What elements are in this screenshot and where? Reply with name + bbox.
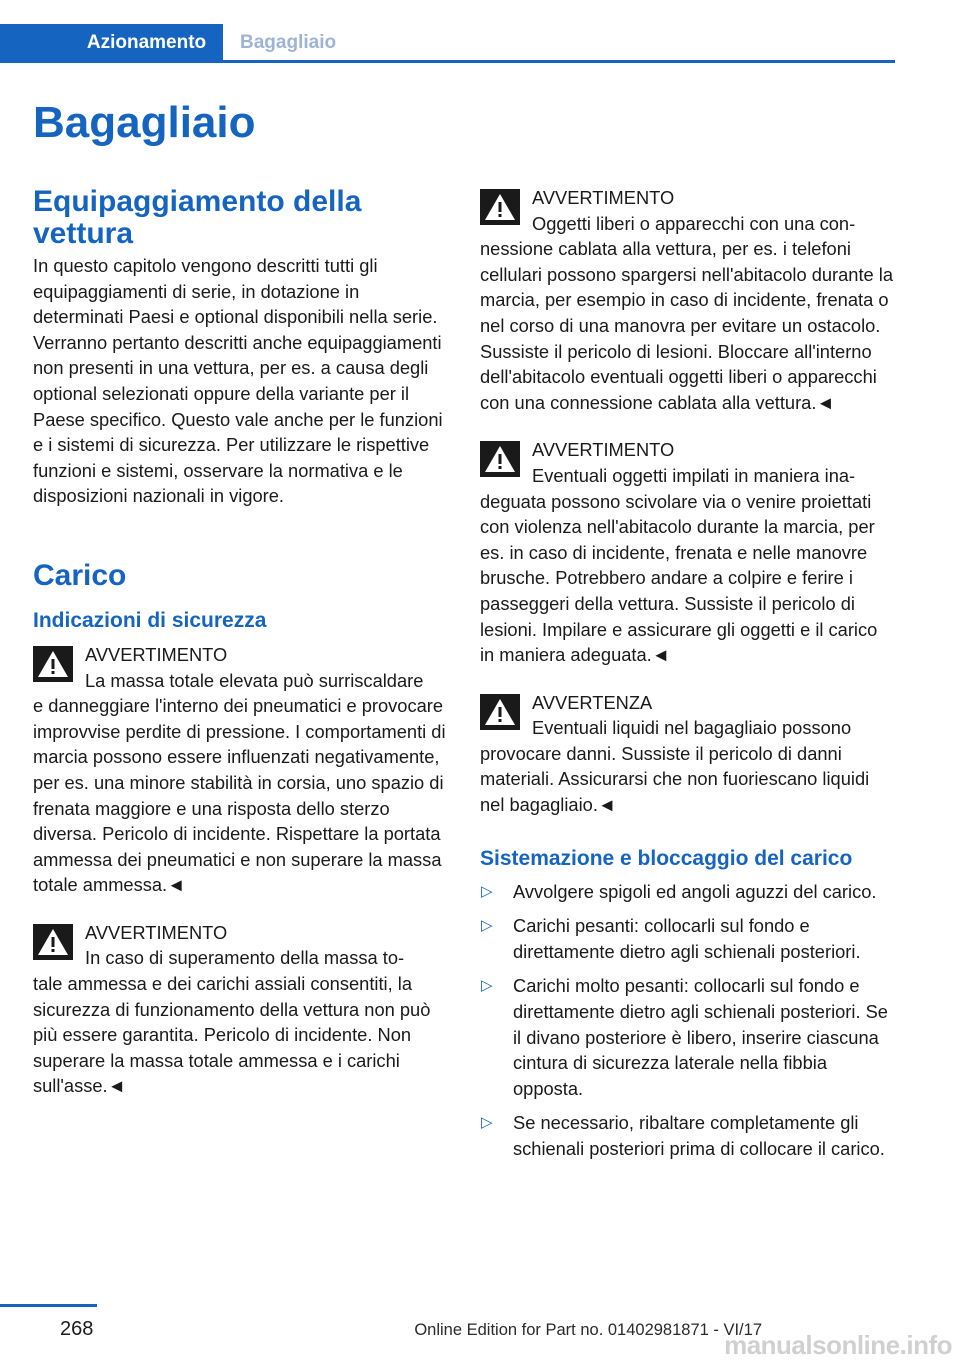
triangle-bullet-icon: ▷ xyxy=(481,1114,493,1132)
page-title: Bagagliaio xyxy=(33,98,256,147)
warning-text: tale ammessa e dei carichi assiali consentiti, la sicurezza di funzionamento della vettura non può più essere garantita. Pericolo di incidente. Non superare la massa totale ammessa e i carichi sull'asse.◄ xyxy=(33,973,431,1097)
warning-block-2 xyxy=(33,920,451,1099)
triangle-bullet-icon: ▷ xyxy=(481,917,493,935)
right-column xyxy=(480,185,895,1171)
tab-azionamento[interactable] xyxy=(0,24,223,62)
list-item xyxy=(480,913,895,964)
warning-text: deguata possono scivolare via o venire proiettati con violenza nell'abitacolo durante la marcia, per es. in caso di incidente, frenata e nelle manovre brusche. Potrebbero andare a colpire e ferire i passeggeri della vettura. Sussiste il pericolo di lesioni. Impilare e assicurare gli oggetti e il carico in maniera adeguata.◄ xyxy=(480,490,878,666)
warning-triangle-icon xyxy=(480,189,520,225)
warning-title: AVVERTIMENTO xyxy=(532,439,675,461)
header-rule xyxy=(0,60,895,63)
warning-triangle-icon xyxy=(480,441,520,477)
warning-first-line: Eventuali liquidi nel bagagliaio possono xyxy=(532,717,852,739)
footer-rule xyxy=(0,1304,97,1307)
watermark: manualsonline.info xyxy=(724,1330,952,1360)
warning-triangle-icon xyxy=(33,646,73,682)
page-number: 268 xyxy=(60,1318,94,1340)
section-body-equipaggiamento: In questo capitolo vengono descritti tutti gli equipaggiamenti di serie, in dotazione in determinati Paesi e optional disponibili nella serie. Verranno pertanto descritti anche equipaggiamenti non presenti in una vettura, per es. a causa degli optional selezionati oppure della variante per il Paese specifico. Questo vale anche per le funzioni e i sistemi di sicurezza. Per utilizzare le rispettive funzioni e sistemi, osservare la normativa e le disposizioni nazionali in vigore. xyxy=(33,255,443,507)
header-tabs xyxy=(0,24,895,62)
warning-text: nessione cablata alla vettura, per es. i telefoni cellulari possono spargersi nell'abitacolo durante la marcia, per esempio in caso di incidente, frenata o nel corso di una manovra per evitare un ostacolo. Sussiste il pericolo di lesioni. Bloccare all'interno dell'abitacolo eventuali oggetti liberi o apparecchi con una connessione cablata alla vettura.◄ xyxy=(480,238,894,413)
warning-triangle-icon xyxy=(33,924,73,960)
warning-block-5 xyxy=(480,690,895,818)
list-item-text: Avvolgere spigoli ed angoli aguzzi del carico. xyxy=(513,880,877,902)
tab-bagagliaio-label: Bagagliaio xyxy=(240,32,337,53)
list-item xyxy=(480,973,895,1101)
list-item-text: Se necessario, ribaltare completamente gli schienali posteriori prima di collocare il carico. xyxy=(513,1112,885,1159)
tab-azionamento-label: Azionamento xyxy=(86,32,207,53)
tab-bagagliaio[interactable] xyxy=(240,24,336,62)
warning-block-4 xyxy=(480,437,895,667)
list-item xyxy=(480,879,895,905)
warning-text: provocare danni. Sussiste il pericolo di danni materiali. Assicurarsi che non fuoriescano liquidi nel bagagliaio.◄ xyxy=(480,742,870,816)
edition-note: Online Edition for Part no. 01402981871 - VI/17 xyxy=(414,1321,762,1339)
left-column xyxy=(33,186,451,1099)
list-item-text: Carichi molto pesanti: collocarli sul fondo e direttamente dietro agli schienali posteriori. Se il divano posteriore è libero, inserire ciascuna cintura di sicurezza laterale nella fibbia opposta. xyxy=(513,975,888,1099)
warning-triangle-icon xyxy=(480,694,520,730)
warning-first-line: La massa totale elevata può surriscaldare xyxy=(85,669,424,691)
warning-title: AVVERTIMENTO xyxy=(85,921,228,943)
warning-text: e danneggiare l'interno dei pneumatici e provocare improvvise perdite di pressione. I comportamenti di marcia possono essere influenzati negativamente, per es. una minore stabilità in corsia, uno spazio di frenata maggiore e una risposta dello sterzo diversa. Pericolo di incidente. Rispettare la portata ammessa dei pneumatici e non superare la massa totale ammessa.◄ xyxy=(33,695,446,896)
list-item xyxy=(480,1110,895,1161)
warning-title: AVVERTENZA xyxy=(532,691,653,713)
triangle-bullet-icon: ▷ xyxy=(481,882,493,900)
triangle-bullet-icon: ▷ xyxy=(481,977,493,995)
warning-title: AVVERTIMENTO xyxy=(85,643,228,665)
list-item-text: Carichi pesanti: collocarli sul fondo e direttamente dietro agli schienali posteriori. xyxy=(513,915,861,962)
warning-first-line: In caso di superamento della massa to- xyxy=(85,947,405,969)
warning-block-1 xyxy=(33,642,451,898)
warning-first-line: Eventuali oggetti impilati in maniera ina- xyxy=(532,464,856,486)
bullet-list xyxy=(480,879,895,1162)
subheading-indicazioni: Indicazioni di sicurezza xyxy=(33,608,267,632)
warning-title: AVVERTIMENTO xyxy=(532,187,675,208)
warning-block-3 xyxy=(480,185,895,415)
section-heading-carico: Carico xyxy=(33,558,127,592)
warning-first-line: Oggetti liberi o apparecchi con una con- xyxy=(532,212,856,234)
subheading-sistemazione: Sistemazione e bloccaggio del carico xyxy=(480,846,853,870)
section-heading-equipaggiamento: Equipaggiamento della vettura xyxy=(33,185,362,250)
